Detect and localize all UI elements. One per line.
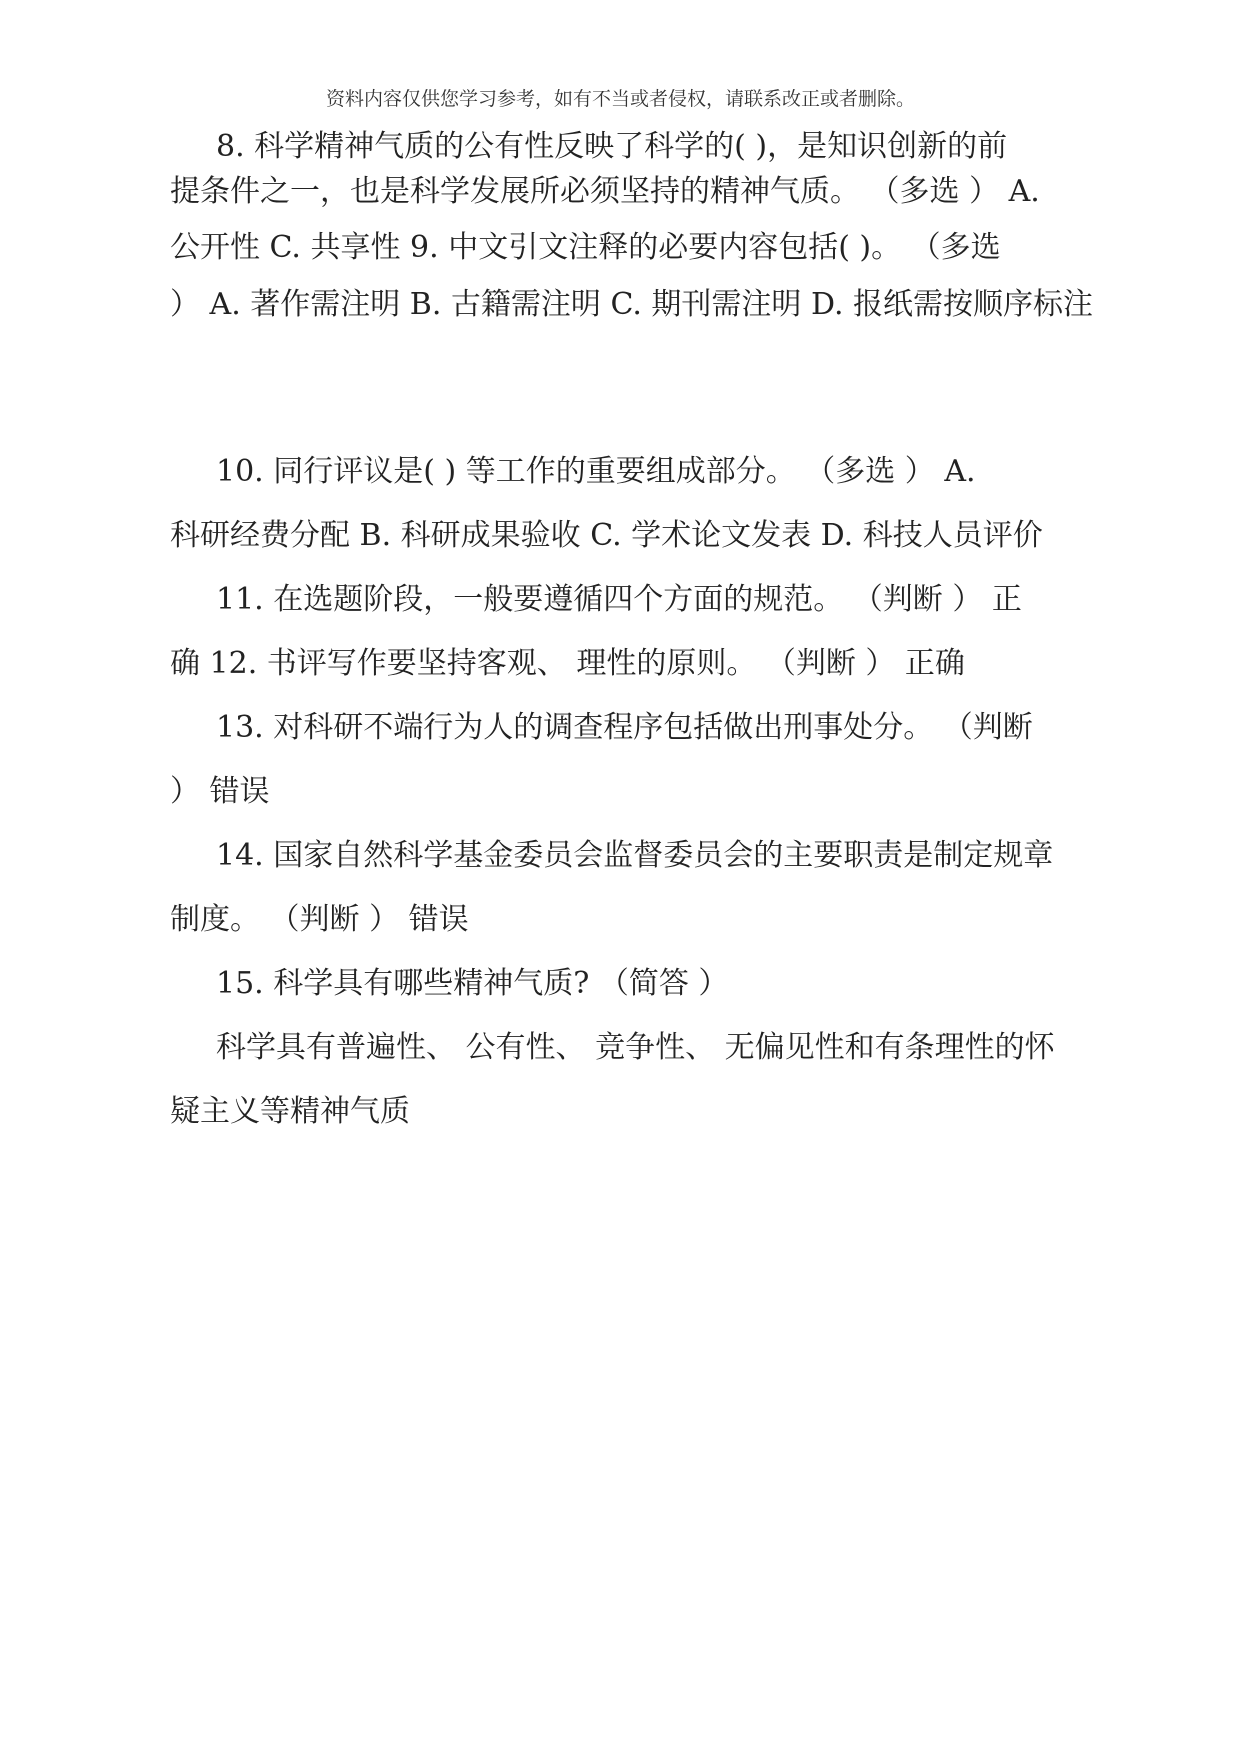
question-15-line: 15. 科学具有哪些精神气质? （简答 ） (216, 966, 729, 1001)
question-14-answer-line: 制度。 （判断 ） 错误 (170, 902, 469, 937)
question-14-line-1: 14. 国家自然科学基金委员会监督委员会的主要职责是制定规章 (216, 838, 1054, 873)
question-8-line-2: 提条件之一，也是科学发展所必须坚持的精神气质。 （多选 ） A. (170, 174, 1040, 209)
question-9-options-line: ） A. 著作需注明 B. 古籍需注明 C. 期刊需注明 D. 报纸需按顺序标注 (170, 287, 1094, 322)
answer-15-line-2: 疑主义等精神气质 (170, 1094, 410, 1129)
watermark-disclaimer: 资料内容仅供您学习参考，如有不当或者侵权，请联系改正或者删除。 (325, 88, 915, 110)
question-13-line-1: 13. 对科研不端行为人的调查程序包括做出刑事处分。 （判断 (216, 710, 1033, 745)
question-10-line-1: 10. 同行评议是( ) 等工作的重要组成部分。 （多选 ） A. (216, 454, 976, 489)
question-8-line-1: 8. 科学精神气质的公有性反映了科学的( )，是知识创新的前 (216, 129, 1008, 164)
answer-15-line-1: 科学具有普遍性、 公有性、 竞争性、 无偏见性和有条理性的怀 (216, 1030, 1055, 1065)
question-11-12-line: 确 12. 书评写作要坚持客观、 理性的原则。 （判断 ） 正确 (170, 646, 965, 681)
question-13-answer-line: ） 错误 (170, 774, 270, 809)
question-11-line-1: 11. 在选题阶段，一般要遵循四个方面的规范。 （判断 ） 正 (216, 582, 1022, 617)
question-8-9-line: 公开性 C. 共享性 9. 中文引文注释的必要内容包括( )。 （多选 (170, 230, 1001, 265)
question-10-options-line: 科研经费分配 B. 科研成果验收 C. 学术论文发表 D. 科技人员评价 (170, 518, 1043, 553)
